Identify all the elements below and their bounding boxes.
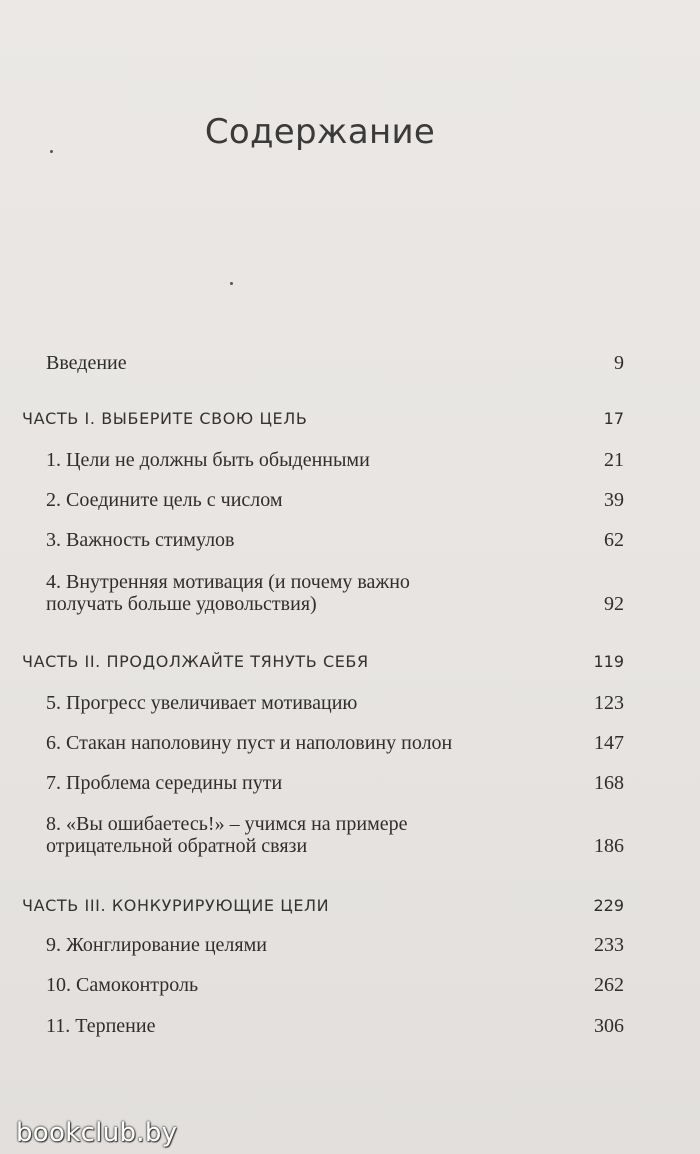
toc-chapter-1-label: 1. Цели не должны быть обыденными [46, 449, 370, 471]
print-speck [230, 282, 233, 285]
toc-chapter-5-page: 123 [594, 692, 624, 714]
toc-chapter-11-page: 306 [594, 1015, 624, 1037]
toc-chapter-11-label: 11. Терпение [46, 1015, 156, 1037]
toc-chapter-9-label: 9. Жонглирование целями [46, 934, 267, 956]
toc-chapter-4-line-2: получать больше удовольствия) [46, 593, 317, 615]
toc-chapter-5-label: 5. Прогресс увеличивает мотивацию [46, 692, 358, 714]
site-watermark: bookclub.by [16, 1118, 178, 1148]
toc-part-3-label: ЧАСТЬ III. КОНКУРИРУЮЩИЕ ЦЕЛИ [22, 896, 330, 915]
toc-part-3-page: 229 [593, 896, 624, 915]
toc-part-2-label: ЧАСТЬ II. ПРОДОЛЖАЙТЕ ТЯНУТЬ СЕБЯ [22, 652, 369, 671]
toc-part-1-page: 17 [603, 409, 624, 428]
toc-part-2-page: 119 [593, 652, 624, 671]
toc-chapter-7-label: 7. Проблема середины пути [46, 772, 283, 794]
toc-chapter-9-page: 233 [594, 934, 624, 956]
toc-chapter-3-page: 62 [604, 529, 624, 551]
toc-chapter-2-label: 2. Соедините цель с числом [46, 489, 283, 511]
toc-chapter-3-label: 3. Важность стимулов [46, 529, 235, 551]
toc-intro-label: Введение [46, 352, 127, 374]
toc-intro-page: 9 [614, 352, 624, 374]
toc-chapter-2-page: 39 [604, 489, 624, 511]
toc-chapter-10-page: 262 [594, 974, 624, 996]
toc-chapter-6-label: 6. Стакан наполовину пуст и наполовину полон [46, 732, 453, 754]
toc-chapter-1-page: 21 [604, 449, 624, 471]
toc-chapter-4-line-1: 4. Внутренняя мотивация (и почему важно [46, 571, 410, 593]
toc-chapter-4-page: 92 [604, 593, 624, 615]
page-title: Содержание [204, 112, 436, 152]
toc-chapter-8-line-1: 8. «Вы ошибаетесь!» – учимся на примере [46, 813, 408, 835]
toc-chapter-10-label: 10. Самоконтроль [46, 974, 199, 996]
toc-chapter-7-page: 168 [594, 772, 624, 794]
toc-chapter-8-page: 186 [594, 835, 624, 857]
toc-part-1-label: ЧАСТЬ I. ВЫБЕРИТЕ СВОЮ ЦЕЛЬ [22, 409, 308, 428]
toc-chapter-6-page: 147 [594, 732, 624, 754]
toc-chapter-8-line-2: отрицательной обратной связи [46, 835, 308, 857]
